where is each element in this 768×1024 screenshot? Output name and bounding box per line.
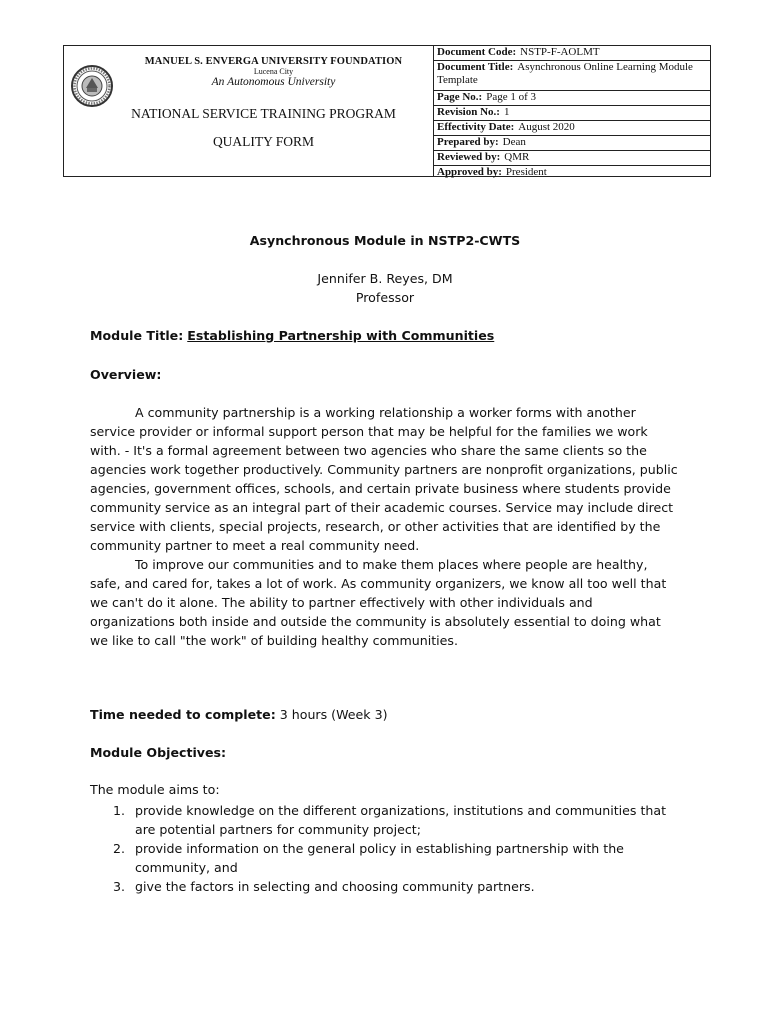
city-name: Lucena City (253, 67, 294, 76)
module-title-line (90, 328, 494, 343)
header-institution-block (64, 46, 434, 176)
meta-value: QMR (504, 151, 530, 163)
form-type: QUALITY FORM (212, 134, 315, 149)
overview-body (90, 403, 680, 650)
objective-number: 1. (113, 803, 126, 818)
document-title: Asynchronous Module in NSTP2-CWTS (249, 233, 521, 248)
module-title: Establishing Partnership with Communities (187, 328, 495, 343)
time-needed-line (90, 707, 388, 722)
meta-row (433, 91, 710, 106)
objective-item (90, 839, 680, 877)
meta-row (433, 166, 710, 181)
meta-value: Asynchronous Online Learning Module Template (437, 61, 693, 86)
overview-paragraph-2: To improve our communities and to make them places where people are healthy, safe, and cared for, takes a lot of work. As community organizers, we know all too well that we can't do it alone. The ability to partner effectively with other individuals and organizations both inside and outside the community is absolutely essential to doing what we like to call "the work" of building healthy communities. (90, 557, 667, 648)
objective-number: 3. (113, 879, 126, 894)
university-seal-icon (70, 64, 114, 108)
institution-name-block (114, 56, 433, 88)
meta-key: Reviewed by: (437, 151, 501, 163)
autonomous-label: An Autonomous University (211, 76, 336, 88)
program-name: NATIONAL SERVICE TRAINING PROGRAM (131, 106, 396, 121)
meta-value: 1 (503, 106, 510, 118)
meta-row (433, 136, 710, 151)
meta-key: Document Title: (437, 61, 514, 73)
meta-row (433, 61, 710, 91)
meta-key: Document Code: (437, 46, 517, 58)
meta-key: Revision No.: (437, 106, 500, 118)
objective-number: 2. (113, 841, 126, 856)
objective-text: provide information on the general policy in establishing partnership with the community, and (135, 841, 624, 875)
meta-value: NSTP-F-AOLMT (520, 46, 600, 58)
time-needed-value: 3 hours (Week 3) (279, 707, 388, 722)
meta-value: President (505, 166, 547, 178)
objective-text: provide knowledge on the different organizations, institutions and communities that are potential partners for community project; (135, 803, 667, 837)
objectives-list (90, 801, 680, 896)
time-needed-label: Time needed to complete: (90, 707, 276, 722)
meta-value: Page 1 of 3 (486, 91, 537, 103)
meta-value: Dean (502, 136, 526, 148)
author-name: Jennifer B. Reyes, DM (317, 271, 453, 286)
meta-key: Prepared by: (437, 136, 499, 148)
meta-value: August 2020 (518, 121, 575, 133)
objective-item (90, 801, 680, 839)
objective-item (90, 877, 680, 896)
objective-text: give the factors in selecting and choosing community partners. (135, 879, 535, 894)
author-role: Professor (355, 290, 415, 305)
overview-paragraph-1: A community partnership is a working relationship a worker forms with another service provider or informal support person that may be helpful for the families we work with. - It's a formal agreement between two agencies who share the same clients so the agencies work together productively. Community partners are nonprofit organizations, public agencies, government offices, schools, and certain private business where students provide community service as an integral part of their academic courses. Service may include direct service with clients, special projects, research, or other activities that are identified by the community partner to meet a real community need. (90, 405, 678, 553)
meta-key: Approved by: (437, 166, 502, 178)
meta-key: Effectivity Date: (437, 121, 515, 133)
document-meta-table (433, 46, 710, 181)
document-header (63, 45, 711, 177)
university-name: MANUEL S. ENVERGA UNIVERSITY FOUNDATION (144, 56, 403, 67)
objectives-intro: The module aims to: (90, 782, 220, 797)
meta-key: Page No.: (437, 91, 483, 103)
meta-row (433, 106, 710, 121)
overview-heading: Overview: (90, 367, 162, 382)
meta-row (433, 46, 710, 61)
module-title-label: Module Title: (90, 328, 184, 343)
meta-row (433, 151, 710, 166)
meta-row (433, 121, 710, 136)
objectives-heading: Module Objectives: (90, 745, 227, 760)
